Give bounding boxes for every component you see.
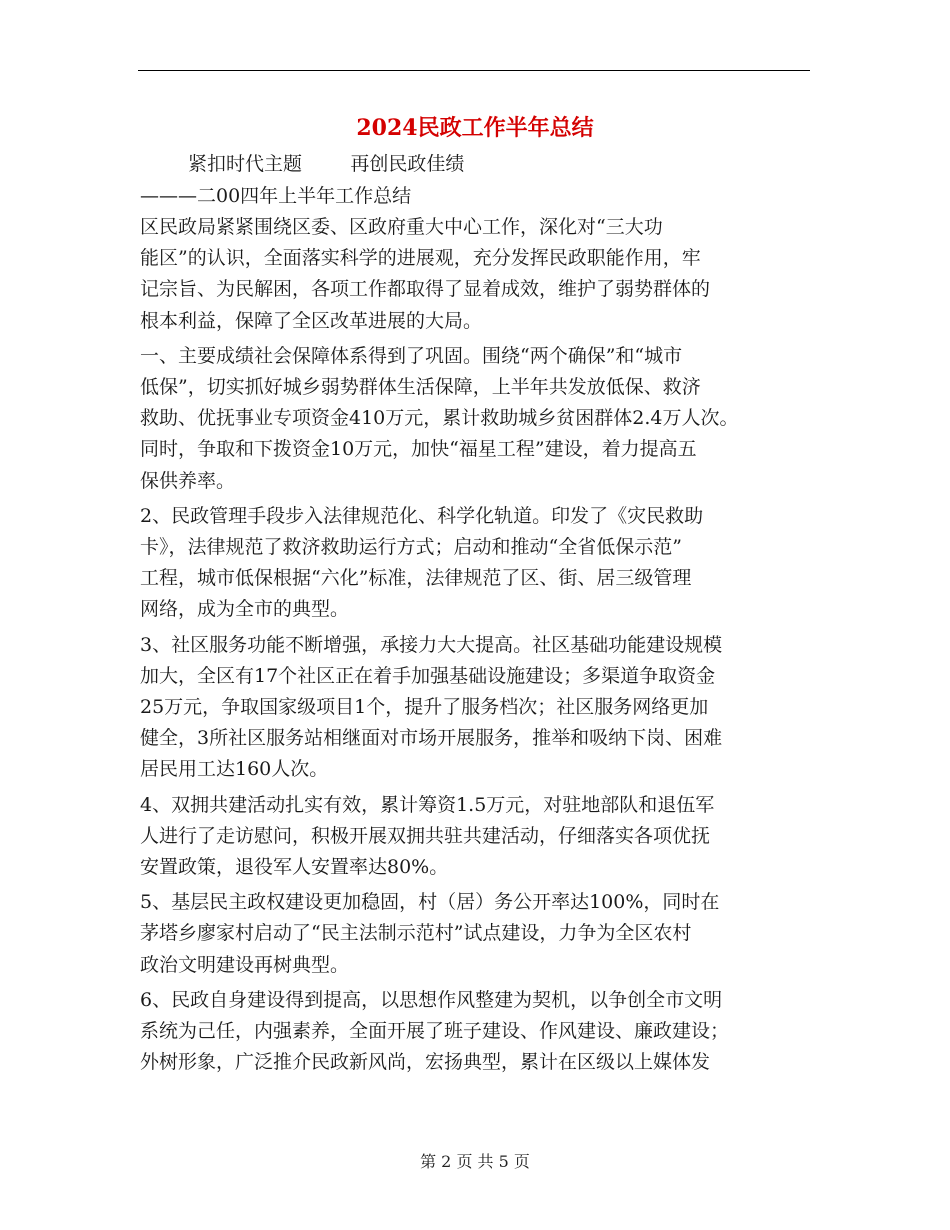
document-byline: ———二00四年上半年工作总结	[140, 185, 412, 207]
text-line: 3、社区服务功能不断增强，承接力大大提高。社区基础功能建设规模	[140, 633, 723, 656]
document-title: 2024民政工作半年总结	[356, 115, 594, 141]
text-line: 外树形象，广泛推介民政新风尚，宏扬典型，累计在区级以上媒体发	[140, 1051, 711, 1074]
paragraph-item-2	[140, 501, 830, 626]
text-line: 网络，成为全市的典型。	[140, 598, 350, 621]
text-line: 救助、优抚事业专项资金410万元，累计救助城乡贫困群体2.4万人次。	[140, 407, 739, 430]
text-line: 政治文明建设再树典型。	[140, 953, 350, 976]
text-line: 卡》，法律规范了救济救助运行方式；启动和推动“全省低保示范”	[140, 536, 682, 559]
text-line: 2、民政管理手段步入法律规范化、科学化轨道。印发了《灾民救助	[140, 504, 704, 527]
text-line: 6、民政自身建设得到提高，以思想作风整建为契机，以争创全市文明	[140, 988, 723, 1011]
text-line: 健全，3所社区服务站相继面对市场开展服务，推举和吸纳下岗、困难	[140, 727, 723, 750]
text-line: 茅塔乡廖家村启动了“民主法制示范村”试点建设，力争为全区农村	[140, 922, 692, 945]
text-line: 区民政局紧紧围绕区委、区政府重大中心工作，深化对“三大功	[140, 216, 663, 238]
text-line: 根本利益，保障了全区改革进展的大局。	[140, 309, 483, 332]
paragraph-intro	[140, 212, 830, 337]
page-number: 第 2 页 共 5 页	[420, 1152, 530, 1171]
paragraph-item-4	[140, 790, 830, 884]
document-body	[140, 212, 830, 1082]
text-line: 工程，城市低保根据“六化”标准，法律规范了区、街、居三级管理	[140, 567, 692, 590]
text-line: 一、主要成绩社会保障体系得到了巩固。围绕“两个确保”和“城市	[140, 344, 683, 367]
text-line: 加大，全区有17个社区正在着手加强基础设施建设；多渠道争取资金	[140, 664, 716, 687]
paragraph-item-5	[140, 887, 830, 981]
text-line: 低保”，切实抓好城乡弱势群体生活保障，上半年共发放低保、救济	[140, 376, 701, 399]
paragraph-item-3	[140, 630, 830, 786]
text-line: 居民用工达160人次。	[140, 758, 329, 781]
text-line: 人进行了走访慰问，积极开展双拥共驻共建活动，仔细落实各项优抚	[140, 824, 711, 847]
text-line: 4、双拥共建活动扎实有效，累计筹资1.5万元，对驻地部队和退伍军	[140, 793, 715, 816]
text-line: 5、基层民主政权建设更加稳固，村（居）务公开率达100%，同时在	[140, 891, 720, 914]
document-subtitle: 紧扣时代主题 再创民政佳绩	[188, 153, 465, 175]
paragraph-item-1	[140, 341, 830, 497]
paragraph-item-6	[140, 985, 830, 1079]
text-line: 能区”的认识，全面落实科学的进展观，充分发挥民政职能作用，牢	[140, 247, 701, 270]
text-line: 系统为己任，内强素养，全面开展了班子建设、作风建设、廉政建设；	[140, 1020, 730, 1043]
text-line: 记宗旨、为民解困，各项工作都取得了显着成效，维护了弱势群体的	[140, 278, 711, 301]
header-rule	[138, 70, 810, 71]
text-line: 同时，争取和下拨资金10万元，加快“福星工程”建设，着力提高五	[140, 438, 697, 461]
text-line: 25万元，争取国家级项目1个，提升了服务档次；社区服务网络更加	[140, 696, 709, 719]
text-line: 保供养率。	[140, 469, 236, 492]
text-line: 安置政策，退役军人安置率达80%。	[140, 856, 449, 879]
